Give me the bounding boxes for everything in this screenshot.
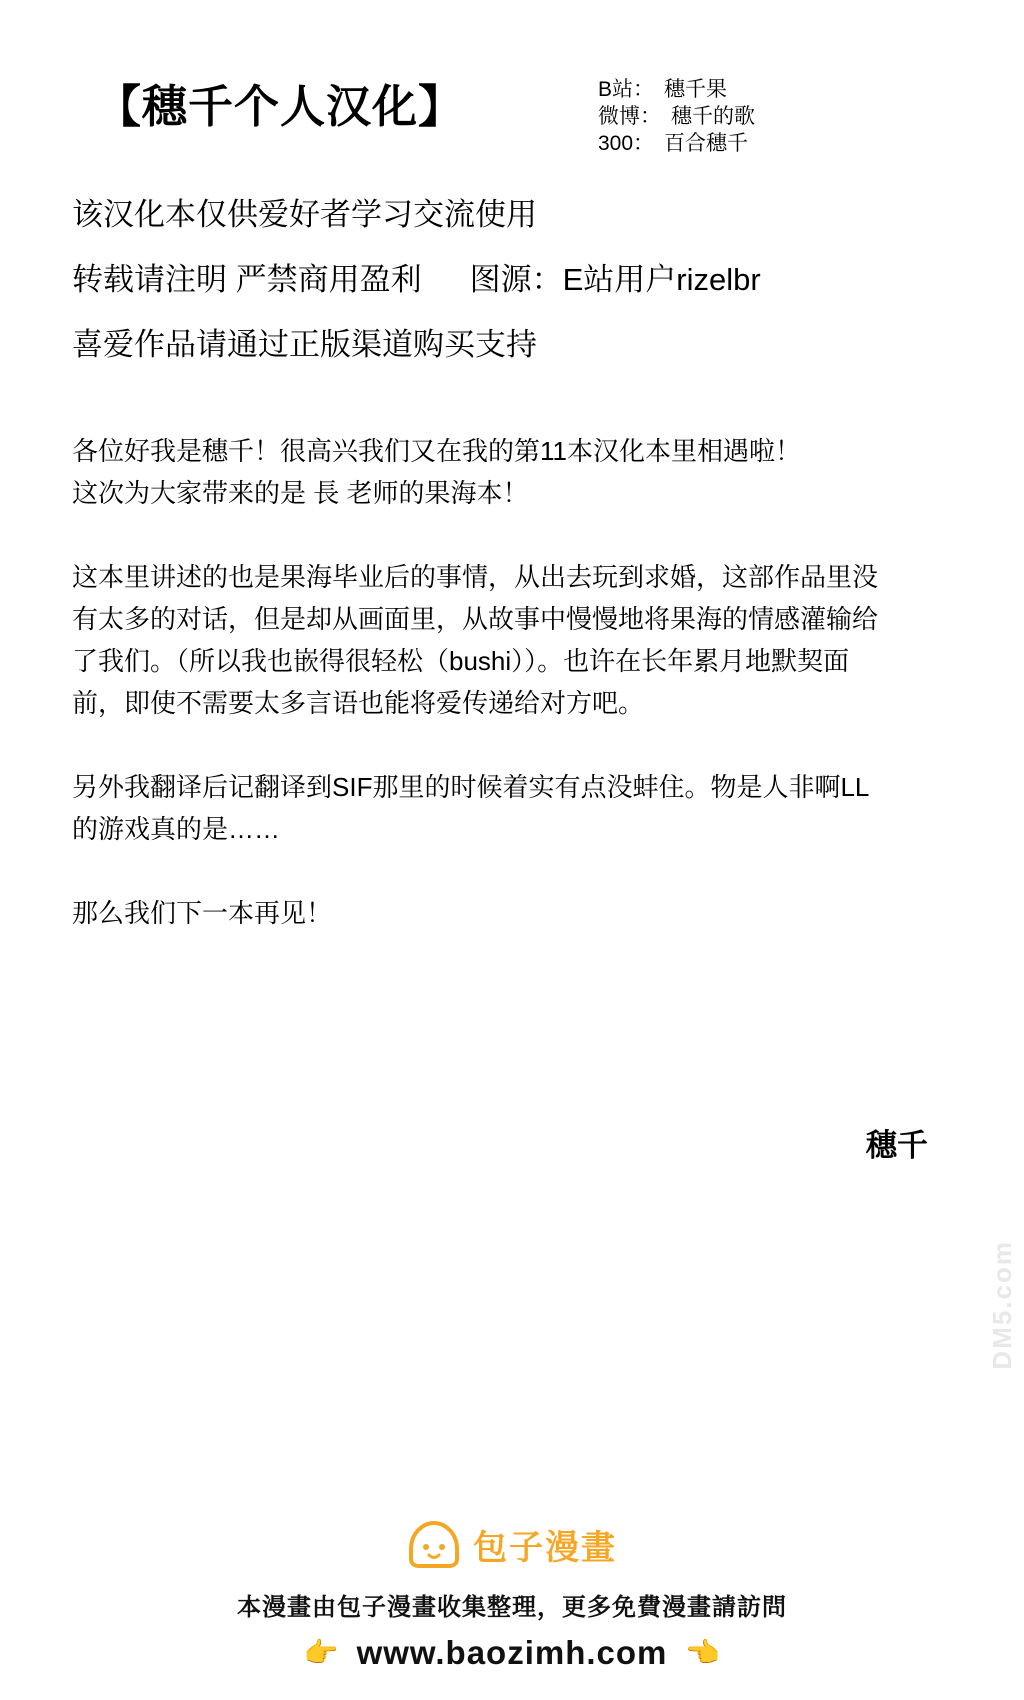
contact-label-weibo: 微博：: [598, 105, 661, 128]
contact-label-bilibili: B站：: [598, 78, 655, 101]
notice-line-1: 该汉化本仅供爱好者学习交流使用: [72, 197, 537, 232]
steamed-bun-icon: [407, 1519, 461, 1569]
greeting-line-2: 这次为大家带来的是 長 老师的果海本！: [72, 478, 529, 508]
brand-row: [0, 1519, 1024, 1569]
notice-line-2-left: 转载请注明 严禁商用盈利: [72, 262, 422, 297]
pointing-right-hand-icon: 👉: [303, 1637, 339, 1668]
dm5-watermark: DM5.com: [987, 1240, 1017, 1370]
paragraph-story: [72, 556, 882, 724]
contact-list: [598, 76, 755, 157]
contact-item-bilibili: [598, 76, 755, 103]
story-text: 这本里讲述的也是果海毕业后的事情，从出去玩到求婚，这部作品里没有太多的对话，但是却从画面里，从故事中慢慢地将果海的情感灌输给了我们。（所以我也嵌得很轻松（bushi））。也许在长年累月地默契面前，即使不需要太多言语也能将爱传递给对方吧。: [72, 562, 879, 718]
header: [0, 70, 1024, 170]
page-title: 【穗千个人汉化】: [96, 81, 465, 132]
notice-line-2: [72, 247, 952, 312]
pointing-left-hand-icon: 👈: [685, 1637, 721, 1668]
greeting-line-1: 各位好我是穗千！很高兴我们又在我的第11本汉化本里相遇啦！: [72, 436, 801, 466]
notice-line-3: 喜爱作品请通过正版渠道购买支持: [72, 327, 537, 362]
website-url[interactable]: www.baozimh.com: [356, 1634, 668, 1671]
paragraph-greeting: [72, 430, 882, 514]
afterword-text: 另外我翻译后记翻译到SIF那里的时候着实有点没蚌住。物是人非啊LL的游戏真的是……: [72, 772, 870, 844]
usage-notice: [72, 182, 952, 377]
notice-line-2-right: 图源：E站用户rizelbr: [469, 262, 761, 297]
farewell-text: 那么我们下一本再见！: [72, 898, 333, 928]
contact-value-weibo: 穗千的歌: [671, 105, 755, 128]
contact-value-300: 百合穗千: [664, 132, 749, 155]
footer: [0, 1519, 1024, 1672]
paragraph-afterword: [72, 766, 882, 850]
brand-name: 包子漫畫: [473, 1528, 617, 1567]
contact-label-300: 300：: [598, 132, 655, 155]
footer-note: 本漫畫由包子漫畫收集整理，更多免費漫畫請訪問: [237, 1594, 787, 1621]
paragraph-farewell: [72, 892, 882, 934]
contact-item-weibo: [598, 103, 755, 130]
contact-item-300: [598, 130, 755, 157]
translator-note: [72, 430, 882, 976]
signature: 穗千: [866, 1128, 928, 1163]
footer-url-row[interactable]: [0, 1634, 1024, 1672]
contact-value-bilibili: 穗千果: [664, 78, 728, 101]
